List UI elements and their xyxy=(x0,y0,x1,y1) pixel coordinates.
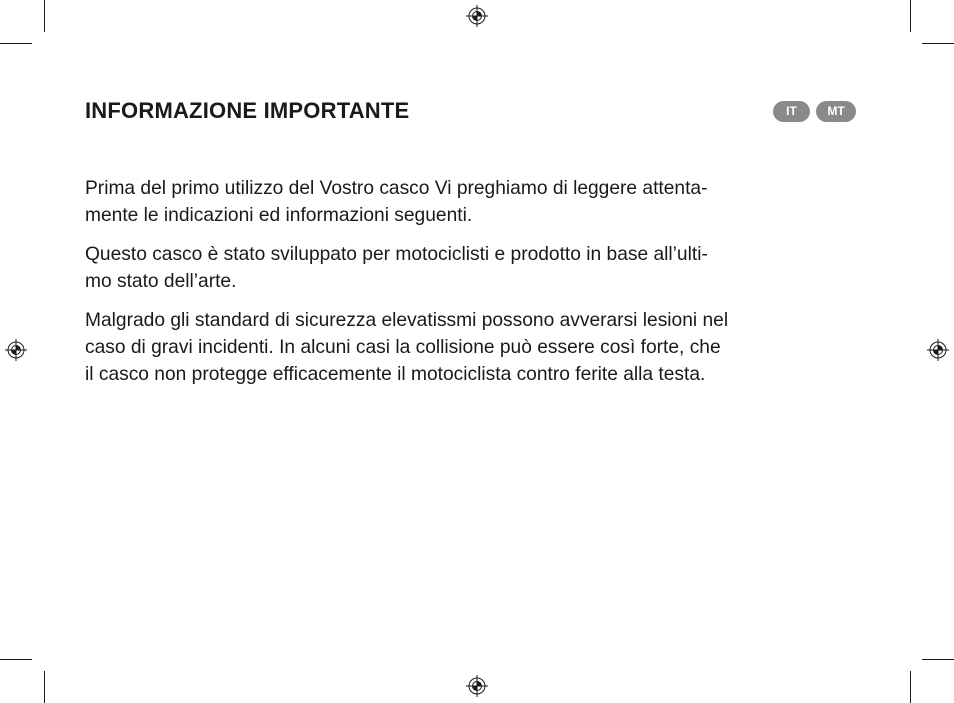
crop-mark-top-left-horizontal xyxy=(0,43,32,44)
crop-mark-top-right-vertical xyxy=(910,0,911,32)
registration-mark-top-icon xyxy=(466,5,488,27)
crop-mark-top-right-horizontal xyxy=(922,43,954,44)
crop-mark-bottom-right-horizontal xyxy=(922,659,954,660)
registration-mark-bottom-icon xyxy=(466,675,488,697)
registration-mark-left-icon xyxy=(5,339,27,361)
crop-mark-top-left-vertical xyxy=(44,0,45,32)
language-badge-it[interactable]: IT xyxy=(773,101,810,122)
paragraph-intro: Prima del primo utilizzo del Vostro casco Vi preghiamo di leggere attenta- mente le indicazioni ed informazioni seguenti. xyxy=(85,178,708,226)
page-title: INFORMAZIONE IMPORTANTE xyxy=(85,98,410,123)
crop-mark-bottom-left-vertical xyxy=(44,671,45,703)
body-text xyxy=(85,175,865,400)
language-badge-mt[interactable]: MT xyxy=(816,101,856,122)
language-badges xyxy=(773,101,856,122)
paragraph-development: Questo casco è stato sviluppato per motociclisti e prodotto in base all’ulti- mo stato dell’arte. xyxy=(85,244,708,292)
paragraph-safety-warning: Malgrado gli standard di sicurezza elevatissmi possono avverarsi lesioni nel caso di gravi incidenti. In alcuni casi la collisione può essere così forte, che il casco non protegge efficacemente il motociclista contro ferite alla testa. xyxy=(85,310,729,385)
registration-mark-right-icon xyxy=(927,339,949,361)
crop-mark-bottom-right-vertical xyxy=(910,671,911,703)
crop-mark-bottom-left-horizontal xyxy=(0,659,32,660)
